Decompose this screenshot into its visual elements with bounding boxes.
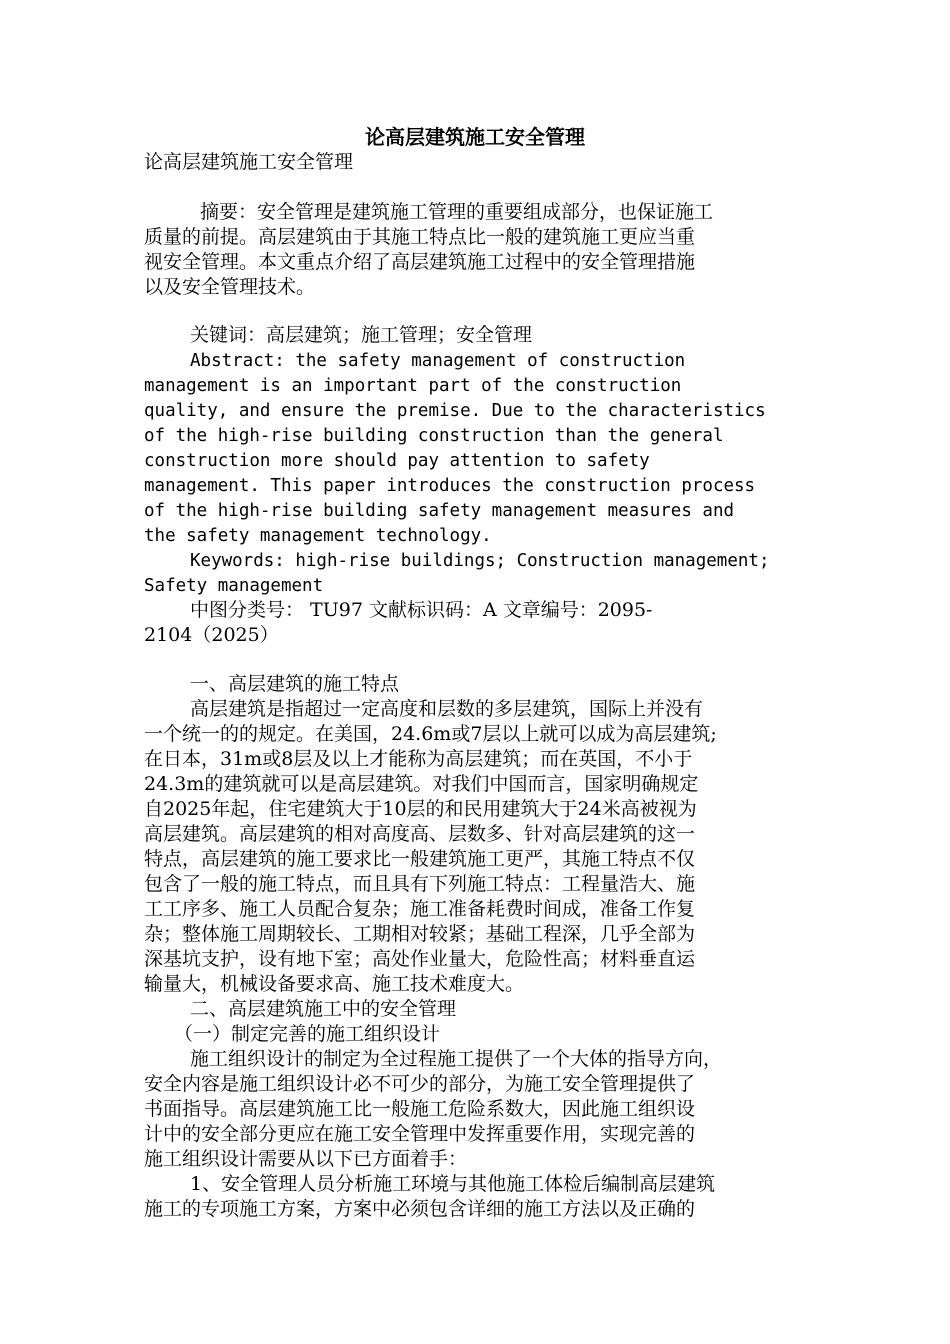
abstract-en-line: the safety management technology. xyxy=(144,526,492,546)
keywords-en-line: Safety management xyxy=(144,576,324,596)
section-2-subheading: （一）制定完善的施工组织设计 xyxy=(174,1023,441,1045)
classification-block xyxy=(144,598,824,648)
section-1-line: 包含了一般的施工特点，而且具有下列施工特点：工程量浩大、施 xyxy=(144,873,696,895)
section-1 xyxy=(144,672,824,997)
classification-line: 2104（2025） xyxy=(144,624,279,646)
section-2-line: 安全内容是施工组织设计必不可少的部分，为施工安全管理提供了 xyxy=(144,1073,696,1095)
abstract-cn-line: 视安全管理。本文重点介绍了高层建筑施工过程中的安全管理措施 xyxy=(144,251,696,273)
section-1-line: 高层建筑。高层建筑的相对高度高、层数多、针对高层建筑的这一 xyxy=(144,823,696,845)
section-2-line: 施工组织设计的制定为全过程施工提供了一个大体的指导方向， xyxy=(190,1048,723,1070)
abstract-cn-line: 质量的前提。高层建筑由于其施工特点比一般的建筑施工更应当重 xyxy=(144,226,696,248)
document-subtitle-block xyxy=(144,150,824,175)
abstract-en-line: of the high-rise building construction than the general xyxy=(144,426,724,446)
keywords-en-line: Keywords: high-rise buildings; Construction management; xyxy=(190,551,770,571)
section-2-line: 计中的安全部分更应在施工安全管理中发挥重要作用，实现完善的 xyxy=(144,1123,696,1145)
abstract-en-line: quality, and ensure the premise. Due to the characteristics xyxy=(144,401,766,421)
abstract-en-line: management. This paper introduces the construction process xyxy=(144,476,756,496)
section-1-line: 一个统一的的规定。在美国，24.6m或7层以上就可以成为高层建筑; xyxy=(144,723,717,745)
keywords-cn: 关键词：高层建筑；施工管理；安全管理 xyxy=(190,324,533,346)
section-1-line: 在日本，31m或8层及以上才能称为高层建筑；而在英国，不小于 xyxy=(144,748,693,770)
section-2-item-line: 1、安全管理人员分析施工环境与其他施工体检后编制高层建筑 xyxy=(190,1173,716,1195)
section-1-line: 自2025年起，住宅建筑大于10层的和民用建筑大于24米高被视为 xyxy=(144,798,697,820)
section-1-line: 特点，高层建筑的施工要求比一般建筑施工更严，其施工特点不仅 xyxy=(144,848,696,870)
section-2-line: 施工组织设计需要从以下已方面着手： xyxy=(144,1148,468,1170)
classification-line: 中图分类号： TU97 文献标识码：A 文章编号：2095- xyxy=(190,599,653,621)
keywords-cn-block xyxy=(144,323,824,348)
abstract-en-line: management is an important part of the construction xyxy=(144,376,682,396)
abstract-en-line: Abstract: the safety management of construction xyxy=(190,351,686,371)
document-title: 论高层建筑施工安全管理 xyxy=(365,125,585,149)
abstract-cn-line: 摘要：安全管理是建筑施工管理的重要组成部分，也保证施工 xyxy=(200,201,714,223)
section-1-line: 输量大，机械设备要求高、施工技术难度大。 xyxy=(144,973,525,995)
abstract-en-line: construction more should pay attention to safety xyxy=(144,451,650,471)
section-1-line: 高层建筑是指超过一定高度和层数的多层建筑，国际上并没有 xyxy=(190,698,704,720)
section-2 xyxy=(144,997,824,1222)
section-1-line: 杂；整体施工周期较长、工期相对较紧；基础工程深，几乎全部为 xyxy=(144,923,696,945)
abstract-cn-line: 以及安全管理技术。 xyxy=(144,276,316,298)
section-2-item-line: 施工的专项施工方案，方案中必须包含详细的施工方法以及正确的 xyxy=(144,1198,696,1220)
abstract-en xyxy=(144,349,824,599)
section-1-line: 深基坑支护，设有地下室；高处作业量大，危险性高；材料垂直运 xyxy=(144,948,696,970)
abstract-en-line: of the high-rise building safety management measures and xyxy=(144,501,735,521)
section-2-heading: 二、高层建筑施工中的安全管理 xyxy=(190,998,457,1020)
section-1-line: 工工序多、施工人员配合复杂；施工准备耗费时间成，准备工作复 xyxy=(144,898,696,920)
section-2-line: 书面指导。高层建筑施工比一般施工危险系数大，因此施工组织设 xyxy=(144,1098,696,1120)
document-subtitle: 论高层建筑施工安全管理 xyxy=(144,151,354,173)
abstract-cn xyxy=(144,200,824,300)
section-1-line: 24.3m的建筑就可以是高层建筑。对我们中国而言，国家明确规定 xyxy=(144,773,699,795)
section-1-heading: 一、高层建筑的施工特点 xyxy=(190,673,400,695)
